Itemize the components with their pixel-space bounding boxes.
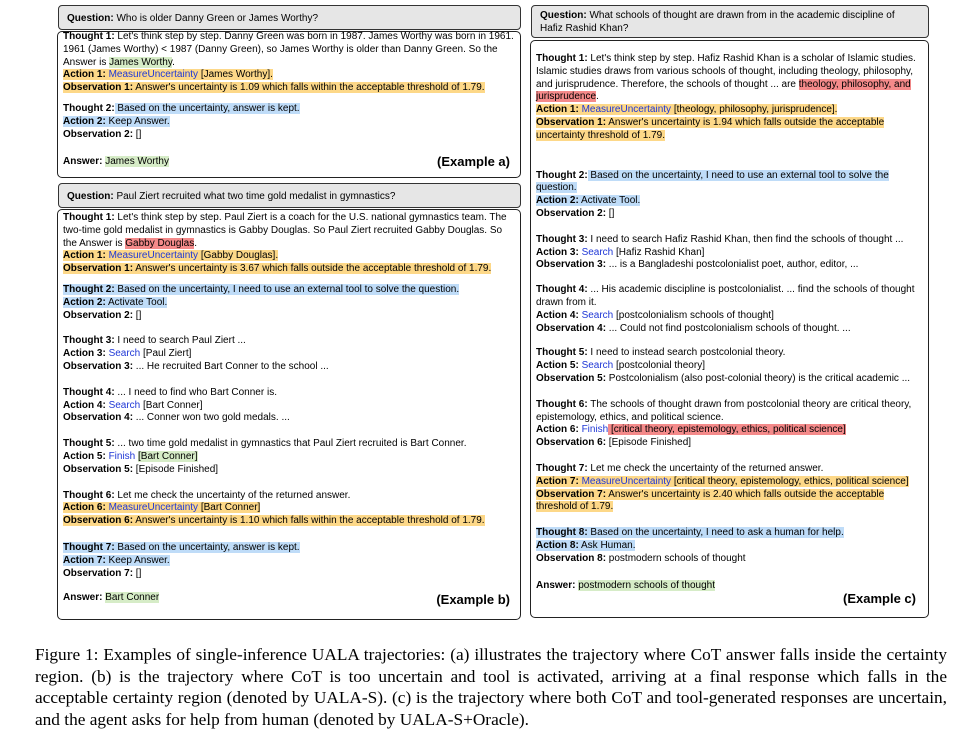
example-tag: (Example c) (843, 591, 916, 606)
thought-text: Let's think step by step. Hafiz Rashid Khan is a scholar of Islamic studies. Islamic studies draws from various schools of thought, including theology, philosophy, and jurisprudence. Therefore, the schools of thought ... are (536, 53, 916, 90)
action-label: Action 5: (536, 360, 579, 372)
thought-text: ... two time gold medalist in gymnastics that Paul Ziert recruited is Bart Conner. (114, 438, 467, 450)
tool-name: MeasureUncertainty (581, 104, 672, 116)
tool-name: Search (108, 348, 141, 360)
example-tag: (Example a) (437, 154, 510, 169)
answer-label: Answer: (536, 579, 579, 591)
thought-text: ... His academic discipline is postcolonialist. ... find the schools of thought drawn from it. (536, 284, 915, 308)
answer-label: Answer: (63, 592, 106, 604)
thought-label: Thought 4: (63, 386, 115, 398)
action-label: Action 4: (536, 309, 579, 321)
thought-label: Thought 8: (536, 527, 588, 539)
figure-caption: Figure 1: Examples of single-inference UALA trajectories: (a) illustrates the trajectory where CoT answer falls inside the certainty region. (b) is the trajectory where CoT is too uncertain and tool is activated, arriving at a final response which falls in the acceptable certainty region (denoted by UALA-S). (c) is the trajectory where both CoT and tool-generated responses are uncertain, and the agent asks for help from human (denoted by UALA-S+Oracle). (35, 645, 947, 729)
observation-text: Answer's uncertainty is 3.67 which falls outside the acceptable threshold of 1.79. (133, 263, 492, 275)
observation-text: ... He recruited Bart Conner to the school ... (133, 360, 329, 372)
observation-label: Observation 2: (63, 309, 134, 321)
action-arg: [Bart Conner] (138, 450, 198, 462)
action-arg: [postcolonial theory] (613, 360, 705, 372)
thought-end: . (596, 91, 599, 103)
action-label: Action 7: (63, 554, 106, 566)
action-arg: [Bart Conner] (198, 502, 261, 514)
final-answer: postmodern schools of thought (578, 579, 715, 591)
observation-label: Observation 2: (63, 128, 134, 140)
action-label: Action 1: (63, 250, 106, 262)
action-arg: [Paul Ziert] (140, 348, 192, 360)
observation-text: [] (133, 128, 142, 140)
example-tag: (Example b) (436, 592, 510, 607)
action-label: Action 7: (536, 475, 579, 487)
thought-text: Let's think step by step. Paul Ziert is a coach for the U.S. national gymnastics team. The two-time gold medalist in gymnastics is Gabby Douglas. So Paul Ziert recruited Gabby Douglas. So the Answer is (63, 212, 507, 249)
thought-label: Thought 2: (63, 283, 115, 295)
thought-text: Let me check the uncertainty of the returned answer. (587, 462, 824, 474)
thought-label: Thought 5: (63, 438, 115, 450)
observation-text: ... Conner won two gold medals. ... (133, 412, 290, 424)
observation-label: Observation 3: (63, 360, 134, 372)
trajectory-box-b: Thought 1: Let's think step by step. Paul Ziert is a coach for the U.S. national gymnastics team. The two-time gold medalist in gymnastics is Gabby Douglas. So Paul Ziert recruited Gabby Douglas. So the Answer is Gabby Douglas. Action 1: MeasureUncertainty [Gabby Douglas]. Observation 1: Answer's uncertainty is 3.67 which falls outside the acceptable threshold of 1.79. Thought 2: Based on the uncertainty, I need to use an external tool to solve the question. Action 2: Activate Tool. Observation 2: [] Thought 3: I need to search Paul Ziert ... Action 3: Search [Paul Ziert] Observation 3: ... He recruited Bart Conner to the school ... Thought 4: ... I need to find who Bart Conner is. Action 4: Search [Bart Conner] Observation 4: ... Conner won two gold medals. ... Thought 5: ... two time gold medalist in gymnastics that Paul Ziert recruited is Bart Conner. Action 5: Finish [Bart Conner] Observation 5: [Episode Finished] Thought 6: Let me check the uncertainty of the returned answer. Action 6: MeasureUncertainty [Bart Conner] Observation 6: Answer's uncertainty is 1.10 which falls within the acceptable threshold of 1.79. Thought 7: Based on the uncertainty, answer is kept. Action 7: Keep Answer. Observation 7: [] Answer: Bart Conner (Example b) (57, 209, 521, 620)
thought-label: Thought 2: (63, 102, 115, 114)
thought-label: Thought 1: (63, 31, 115, 42)
observation-label: Observation 8: (536, 552, 607, 564)
action-label: Action 3: (63, 348, 106, 360)
final-answer: James Worthy (105, 156, 169, 168)
observation-label: Observation 7: (536, 488, 607, 500)
thought-text: Based on the uncertainty, I need to ask a human for help. (587, 527, 844, 539)
question-text: Paul Ziert recruited what two time gold medalist in gymnastics? (113, 190, 396, 202)
final-answer: Bart Conner (105, 592, 160, 604)
observation-text: [] (133, 309, 142, 321)
observation-label: Observation 5: (63, 463, 134, 475)
observation-label: Observation 3: (536, 259, 607, 271)
observation-label: Observation 6: (63, 515, 134, 527)
observation-text: Answer's uncertainty is 1.10 which falls within the acceptable threshold of 1.79. (133, 515, 485, 527)
action-label: Action 6: (63, 502, 106, 514)
action-arg: [Hafiz Rashid Khan] (613, 246, 705, 258)
observation-label: Observation 5: (536, 372, 607, 384)
action-text: Keep Answer. (105, 115, 170, 127)
question-text: What schools of thought are drawn from in the academic discipline of Hafiz Rashid Khan? (540, 10, 895, 34)
question-box-b (58, 183, 521, 208)
answer-label: Answer: (63, 156, 106, 168)
tool-name: Search (581, 360, 614, 372)
trajectory-box-a: Thought 1: Let's think step by step. Danny Green was born in 1987. James Worthy was born in 1961. 1961 (James Worthy) < 1987 (Danny Green), so James Worthy is older than Danny Green. So the Answer is James Worthy. Action 1: MeasureUncertainty [James Worthy]. Observation 1: Answer's uncertainty is 1.09 which falls within the acceptable threshold of 1.79. Thought 2: Based on the uncertainty, answer is kept. Action 2: Keep Answer. Observation 2: [] Answer: James Worthy (Example a) (57, 31, 521, 178)
tool-name: Search (581, 246, 614, 258)
observation-label: Observation 4: (536, 322, 607, 334)
action-label: Action 2: (63, 296, 106, 308)
cot-answer: Gabby Douglas (125, 237, 195, 249)
question-box-c (531, 5, 929, 38)
thought-label: Thought 7: (536, 462, 588, 474)
thought-text: I need to search Hafiz Rashid Khan, then find the schools of thought ... (587, 233, 904, 245)
thought-label: Thought 2: (536, 169, 588, 181)
tool-name: MeasureUncertainty (581, 475, 672, 487)
observation-text: [] (133, 567, 142, 579)
thought-label: Thought 5: (536, 347, 588, 359)
trajectory-box-c (530, 40, 929, 618)
question-label: Question: (540, 10, 587, 21)
action-label: Action 1: (63, 69, 106, 81)
thought-label: Thought 1: (63, 212, 115, 223)
thought-text: Let me check the uncertainty of the returned answer. (114, 489, 351, 501)
thought-label: Thought 3: (63, 335, 115, 347)
action-label: Action 1: (536, 104, 579, 116)
thought-label: Thought 3: (536, 233, 588, 245)
thought-text: Let's think step by step. Danny Green was born in 1987. James Worthy was born in 1961. 1961 (James Worthy) < 1987 (Danny Green), so James Worthy is older than Danny Green. So the Answer is (63, 31, 514, 68)
action-text: Keep Answer. (105, 554, 170, 566)
cot-answer: theology, philosophy, and jurisprudence (536, 78, 911, 103)
observation-text: postmodern schools of thought (606, 552, 746, 564)
cot-answer: James Worthy (109, 56, 173, 68)
action-label: Action 5: (63, 450, 106, 462)
action-arg: [critical theory, epistemology, ethics, political science] (671, 475, 909, 487)
thought-text: I need to search Paul Ziert ... (114, 335, 246, 347)
observation-label: Observation 4: (63, 412, 134, 424)
action-text: Ask Human. (578, 539, 636, 551)
thought-label: Thought 1: (536, 53, 588, 64)
thought-text: Based on the uncertainty, answer is kept. (114, 541, 300, 553)
observation-text: ... Could not find postcolonialism schools of thought. ... (606, 322, 851, 334)
observation-text: Postcolonialism (also post-colonial theory) is the critical academic ... (606, 372, 911, 384)
thought-text: I need to instead search postcolonial theory. (587, 347, 786, 359)
action-arg: [Bart Conner] (140, 399, 203, 411)
question-box-a (58, 5, 521, 30)
observation-label: Observation 1: (63, 263, 134, 275)
observation-text: ... is a Bangladeshi postcolonialist poet, author, editor, ... (606, 259, 859, 271)
tool-name: MeasureUncertainty (108, 69, 199, 81)
observation-label: Observation 2: (536, 207, 607, 219)
thought-text: The schools of thought drawn from postcolonial theory are critical theory, epistemology, ethics, and political science. (536, 398, 912, 423)
thought-label: Thought 4: (536, 284, 588, 296)
question-label: Question: (67, 190, 114, 202)
thought-label: Thought 6: (536, 398, 588, 410)
observation-text: Answer's uncertainty is 2.40 which falls outside the acceptable threshold of 1.79. (536, 488, 885, 513)
action-label: Action 3: (536, 246, 579, 258)
tool-name: MeasureUncertainty (108, 250, 199, 262)
thought-text: ... I need to find who Bart Conner is. (114, 386, 277, 398)
observation-text: [Episode Finished] (133, 463, 219, 475)
tool-name: Search (581, 309, 614, 321)
action-arg: [James Worthy]. (198, 69, 273, 81)
action-label: Action 6: (536, 424, 579, 436)
thought-text: Based on the uncertainty, I need to use an external tool to solve the question. (536, 169, 889, 194)
observation-label: Observation 1: (536, 116, 607, 128)
question-text: Who is older Danny Green or James Worthy? (113, 12, 319, 24)
action-label: Action 8: (536, 539, 579, 551)
observation-text: Answer's uncertainty is 1.94 which falls outside the acceptable uncertainty threshold of 1.79. (536, 116, 885, 141)
action-text: Activate Tool. (578, 195, 641, 207)
tool-name: MeasureUncertainty (108, 502, 199, 514)
action-label: Action 4: (63, 399, 106, 411)
observation-text: [Episode Finished] (606, 437, 692, 449)
observation-text: [] (606, 207, 615, 219)
question-label: Question: (67, 12, 114, 24)
tool-name: Finish (108, 450, 136, 462)
action-label: Action 2: (536, 195, 579, 207)
action-label: Action 2: (63, 115, 106, 127)
thought-label: Thought 6: (63, 489, 115, 501)
thought-text: Based on the uncertainty, I need to use an external tool to solve the question. (114, 283, 460, 295)
observation-text: Answer's uncertainty is 1.09 which falls within the acceptable threshold of 1.79. (133, 82, 485, 94)
observation-label: Observation 6: (536, 437, 607, 449)
thought-label: Thought 7: (63, 541, 115, 553)
action-arg: [postcolonialism schools of thought] (613, 309, 774, 321)
observation-label: Observation 7: (63, 567, 134, 579)
action-text: Activate Tool. (105, 296, 168, 308)
action-arg: [critical theory, epistemology, ethics, political science] (608, 424, 846, 436)
tool-name: Search (108, 399, 141, 411)
tool-name: Finish (581, 424, 609, 436)
action-arg: [theology, philosophy, jurisprudence]. (671, 104, 838, 116)
thought-text: Based on the uncertainty, answer is kept. (114, 102, 300, 114)
action-arg: [Gabby Douglas]. (198, 250, 279, 262)
observation-label: Observation 1: (63, 82, 134, 94)
